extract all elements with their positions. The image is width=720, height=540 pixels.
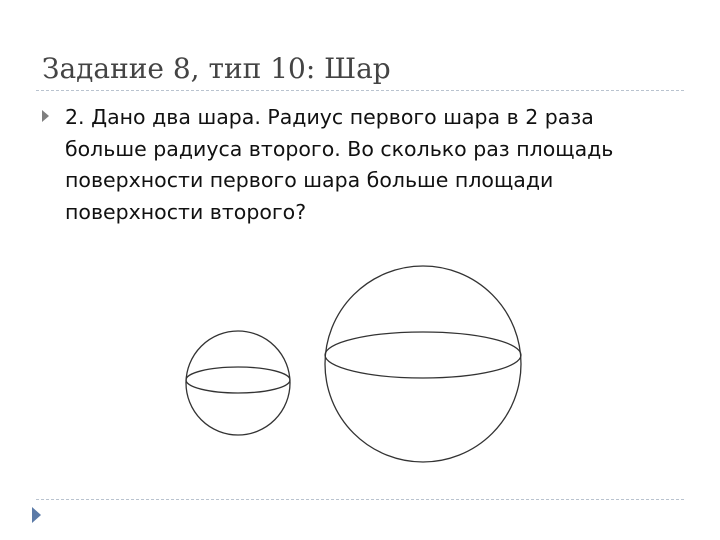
small-sphere-equator bbox=[186, 367, 290, 393]
large-sphere-outline bbox=[325, 266, 521, 462]
slide-title: Задание 8, тип 10: Шар bbox=[42, 52, 391, 85]
footer-arrow-icon bbox=[32, 507, 41, 523]
task-text: 2. Дано два шара. Радиус первого шара в 2 раза больше радиуса второго. Во сколько раз площадь поверхности первого шара больше площади поверхности второго? bbox=[65, 105, 614, 224]
large-sphere-equator bbox=[325, 332, 521, 378]
footer-divider bbox=[36, 499, 684, 500]
small-sphere-outline bbox=[186, 331, 290, 435]
